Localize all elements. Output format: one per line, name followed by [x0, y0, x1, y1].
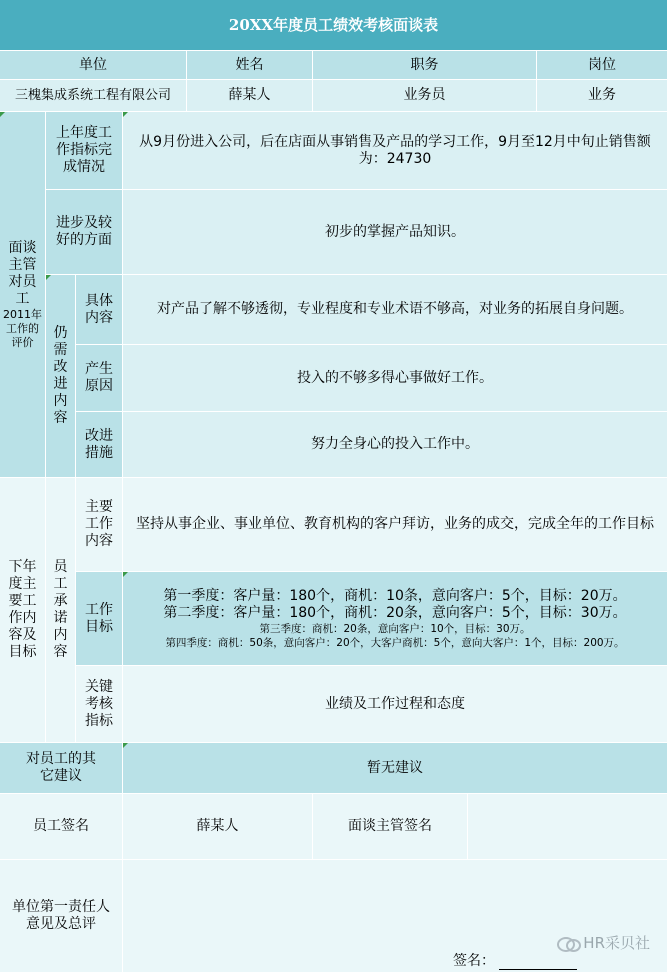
- post-header: 岗位: [537, 51, 668, 80]
- detail-value: 对产品了解不够透彻，专业程度和专业术语不够高，对业务的拓展自身问题。: [123, 275, 668, 345]
- employee-sign-value: 薛某人: [123, 794, 313, 860]
- goal-label: 工作目标: [76, 572, 123, 666]
- unit-value: 三槐集成系统工程有限公司: [0, 80, 187, 112]
- goal-q3: 第三季度：商机：20条，意向客户：10个，目标：30万。: [259, 622, 531, 635]
- next-year-section-label: 下年度主要工作内容及目标: [0, 478, 46, 743]
- wechat-icon: [557, 935, 579, 951]
- progress-label: 进步及较好的方面: [46, 190, 123, 275]
- leader-sign-label: 签名：: [453, 953, 495, 969]
- post-value: 业务: [537, 80, 668, 112]
- evaluation-section-label: [0, 112, 46, 478]
- comment-marker: [0, 112, 5, 117]
- leader-signature-line: [499, 956, 577, 970]
- measure-value: 努力全身心的投入工作中。: [123, 412, 668, 478]
- comment-marker: [46, 275, 51, 280]
- kpi-label: 关键考核指标: [76, 666, 123, 743]
- leader-opinion-area: [123, 860, 668, 973]
- manager-sign-value: [468, 794, 668, 860]
- employee-sign-label: 员工签名: [0, 794, 123, 860]
- evaluation-label-main: 面谈主管对员工: [8, 239, 37, 307]
- cause-value: 投入的不够多得心事做好工作。: [123, 345, 668, 412]
- leader-opinion-label: 单位第一责任人意见及总评: [0, 860, 123, 973]
- goal-q2: 第二季度：客户量：180个，商机：20条，意向客户：5个，目标：30万。: [163, 604, 627, 621]
- watermark: [557, 932, 650, 953]
- main-work-label: 主要工作内容: [76, 478, 123, 572]
- comment-marker: [123, 572, 128, 577]
- manager-sign-label: 面谈主管签名: [313, 794, 468, 860]
- name-header: 姓名: [187, 51, 313, 80]
- improve-label: 仍需改进内容: [46, 275, 76, 478]
- goal-q1: 第一季度：客户量：180个，商机：10条，意向客户：5个，目标：20万。: [163, 587, 627, 604]
- main-work-value: 坚持从事企业、事业单位、教育机构的客户拜访，业务的成交，完成全年的工作目标: [123, 478, 668, 572]
- goal-q4: 第四季度：商机：50条，意向客户：20个，大客户商机：5个，意向大客户：1个，目标：200万。: [165, 636, 625, 649]
- form-title: 20XX年度员工绩效考核面谈表: [0, 0, 668, 51]
- unit-header: 单位: [0, 51, 187, 80]
- other-advice-label: 对员工的其它建议: [0, 743, 123, 794]
- last-year-value: 从9月份进入公司，后在店面从事销售及产品的学习工作，9月至12月中旬止销售额为：24730: [123, 112, 668, 190]
- goal-list: [123, 572, 668, 666]
- cause-label: 产生原因: [76, 345, 123, 412]
- detail-label: 具体内容: [76, 275, 123, 345]
- measure-label: 改进措施: [76, 412, 123, 478]
- duty-header: 职务: [313, 51, 537, 80]
- progress-value: 初步的掌握产品知识。: [123, 190, 668, 275]
- evaluation-label-year: 2011年工作的评价: [3, 307, 42, 349]
- duty-value: 业务员: [313, 80, 537, 112]
- name-value: 薛某人: [187, 80, 313, 112]
- commit-label: 员工承诺内容: [46, 478, 76, 743]
- last-year-label: 上年度工作指标完成情况: [46, 112, 123, 190]
- kpi-value: 业绩及工作过程和态度: [123, 666, 668, 743]
- comment-marker: [123, 112, 128, 117]
- watermark-text: HR采贝社: [583, 934, 650, 952]
- comment-marker: [123, 743, 128, 748]
- other-advice-value: 暂无建议: [123, 743, 668, 794]
